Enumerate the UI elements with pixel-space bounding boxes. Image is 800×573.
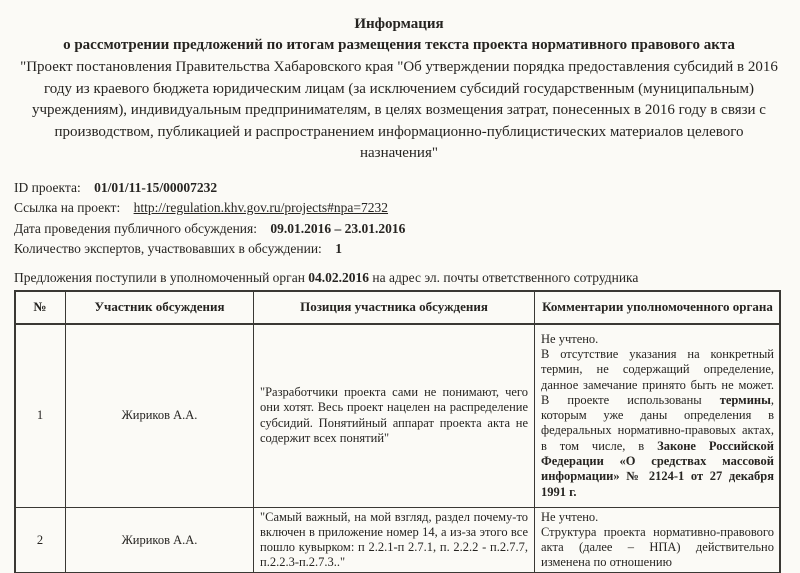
proposals-received-post: на адрес эл. почты ответственного сотрудника <box>369 269 639 285</box>
header-position: Позиция участника обсуждения <box>254 290 535 324</box>
proposals-received-pre: Предложения поступили в уполномоченный орган <box>14 269 309 285</box>
project-id-label: ID проекта: <box>14 179 81 195</box>
experts-count-value: 1 <box>335 241 342 256</box>
project-link-label: Ссылка на проект: <box>14 200 121 215</box>
row1-participant: Жириков А.А. <box>66 324 254 507</box>
row1-comment-text <box>541 347 774 500</box>
header-number: № <box>15 290 66 324</box>
discussion-dates-label: Дата проведения публичного обсуждения: <box>14 220 257 236</box>
row2-comment-text: Структура проекта нормативно-правового акта (далее – НПА) действительно изменена по отношению <box>541 524 774 570</box>
row1-position: "Разработчики проекта сами не понимают, чего они хотят. Весь проект нацелен на распределение субсидий. Понятийный аппарат проекта акта не содержит всех понятий" <box>254 324 535 507</box>
row1-comment-part2: , которым уже даны определения в федеральных нормативно-правовых актах, в том числе, в <box>541 392 774 453</box>
project-id-line <box>14 178 784 199</box>
proposals-received-line <box>14 268 784 287</box>
row1-comment-bold2: Законе Российской Федерации «О средствах массовой информации» № 2124-1 от 27 декабря 1991 г. <box>541 438 774 499</box>
project-link[interactable]: http://regulation.khv.gov.ru/projects#npa=7232 <box>133 200 389 215</box>
row2-position: "Самый важный, на мой взгляд, раздел почему-то включен в приложение номер 14, а из-за этого все пошло кувырком: п 2.2.1-п 2.7.1, п. 2.2.2 - п.2.7.7, п.2.2.3-п.2.7.3.." <box>254 507 535 573</box>
header-comment: Комментарии уполномоченного органа <box>535 290 781 324</box>
title-project-name: "Проект постановления Правительства Хабаровского края "Об утверждении порядка предоставления субсидий в 2016 году из краевого бюджета юридическим лицам (за исключением субсидий государственным (муниципальным) учреждениям), индивидуальным предпринимателям, в целях возмещения затрат, понесенных в 2016 году в связи с производством, публикацией и распространением информационно-публицистических материалов целевого назначения" <box>20 59 778 161</box>
discussion-dates-value: 09.01.2016 – 23.01.2016 <box>270 220 406 236</box>
table-row <box>15 324 781 507</box>
header-participant: Участник обсуждения <box>66 290 254 324</box>
table-row <box>15 507 781 573</box>
row1-comment-status: Не учтено. <box>541 331 599 346</box>
discussion-dates-line <box>14 219 784 240</box>
row2-participant: Жириков А.А. <box>66 507 254 573</box>
experts-count-label: Количество экспертов, участвовавших в обсуждении: <box>14 241 322 256</box>
project-id-value: 01/01/11-15/00007232 <box>94 179 218 195</box>
proposals-received-date: 04.02.2016 <box>308 269 370 285</box>
row1-comment <box>535 324 781 507</box>
row2-comment-status: Не учтено. <box>541 509 599 524</box>
document-title-block <box>14 14 784 165</box>
title-line-1: Информация <box>354 16 444 32</box>
project-link-line <box>14 198 784 219</box>
title-line-2: о рассмотрении предложений по итогам размещения текста проекта нормативного правового акта <box>63 37 735 53</box>
row2-number: 2 <box>15 507 66 573</box>
table-header-row <box>15 290 781 324</box>
proposals-review-table <box>14 290 781 573</box>
row1-comment-part1: В отсутствие указания на конкретный термин, не содержащий определение, данное замечание принято быть не может. В проекте использованы <box>541 346 774 407</box>
row1-comment-bold1: термины <box>719 392 771 407</box>
row1-number: 1 <box>15 324 66 507</box>
experts-count-line <box>14 239 784 260</box>
row2-comment <box>535 507 781 573</box>
project-meta-block <box>14 178 784 260</box>
